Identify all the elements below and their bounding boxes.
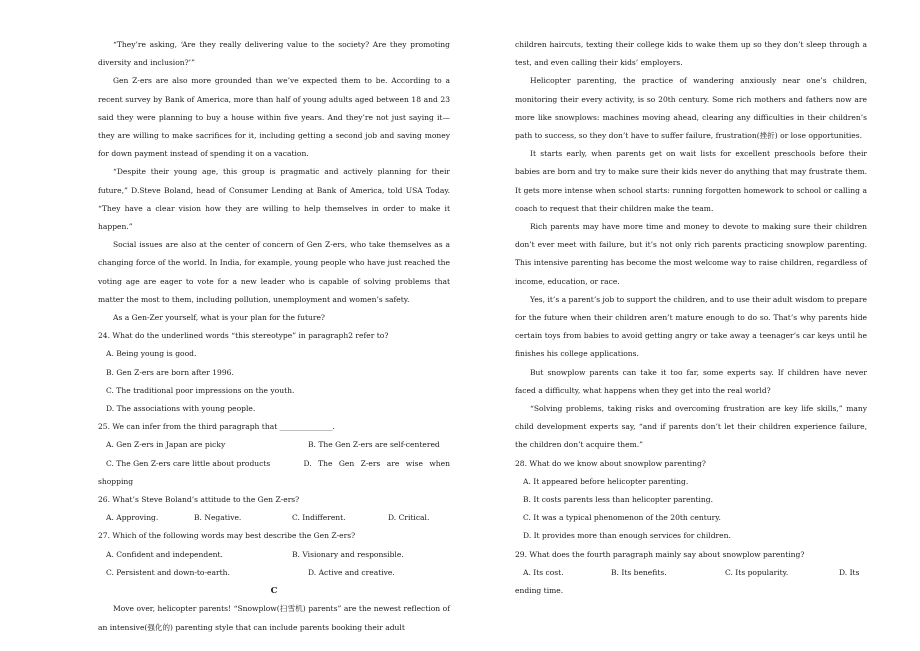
paragraph: It starts early, when parents get on wait lists for excellent preschools before their babies are born and try to make sure their kids never do anything that may frustrate them. It gets more intense when school starts: running forgotten homework to school or calling a coach to request that their children make the team. <box>515 149 867 213</box>
option-b: B. It costs parents less than helicopter parenting. <box>523 495 714 505</box>
option-a: A. It appeared before helicopter parenting. <box>523 476 689 486</box>
option-b: B. Negative. <box>194 513 242 523</box>
question-stem: 29. What does the fourth paragraph mainly say about snowplow parenting? <box>515 549 805 559</box>
option-a: A. Approving. <box>106 513 159 523</box>
option-a: A. Its cost. <box>523 567 564 577</box>
paragraph: Rich parents may have more time and money to devote to making sure their children don’t ever meet with failure, but it’s not only rich parents practicing snowplow parenting. This intensive parenting has become the most welcome way to raise children, regardless of income, education, or race. <box>515 222 867 286</box>
question-27 <box>98 527 450 582</box>
option-d-continued: shopping <box>98 476 134 486</box>
option-b: B. The Gen Z-ers are self-centered <box>308 440 440 450</box>
left-column <box>98 36 450 637</box>
section-heading: C <box>270 586 278 597</box>
option-d: D. Critical. <box>388 513 430 523</box>
question-stem: 27. Which of the following words may best describe the Gen Z-ers? <box>98 531 356 541</box>
paragraph: “Solving problems, taking risks and overcoming frustration are key life skills,” many child development experts say, “and if parents don’t let their children experience failure, the children don’t acquire them.” <box>515 404 867 450</box>
paragraph: Move over, helicopter parents! “Snowplow(扫雪机) parents” are the newest reflection of an intensive(强化的) parenting style that can include parents booking their adult <box>98 604 450 632</box>
question-25 <box>98 418 450 491</box>
paragraph: As a Gen-Zer yourself, what is your plan for the future? <box>113 313 325 323</box>
option-a: A. Gen Z-ers in Japan are picky <box>106 440 226 450</box>
question-24 <box>98 327 450 418</box>
paragraph: But snowplow parents can take it too far, some experts say. If children have never faced a difficulty, what happens when they get into the real world? <box>515 367 867 395</box>
right-column <box>515 36 867 600</box>
option-c: C. Indifferent. <box>292 513 346 523</box>
option-c: C. The traditional poor impressions on the youth. <box>106 385 295 395</box>
paragraph: Social issues are also at the center of concern of Gen Z-ers, who take themselves as a changing force of the world. In India, for example, young people who have just reached the voting age are eager to vote for a new leader who is capable of solving problems that matter the most to them, including pollution, unemployment and women’s safety. <box>98 240 450 304</box>
paragraph: “Despite their young age, this group is pragmatic and actively planning for their future,” D.Steve Boland, head of Consumer Lending at Bank of America, told USA Today. “They have a clear vision how they are willing to help themselves in order to make it happen.” <box>98 167 450 232</box>
option-d: D. Active and creative. <box>308 567 395 577</box>
option-c: C. The Gen Z-ers care little about products <box>106 458 271 468</box>
option-a: A. Being young is good. <box>106 349 197 359</box>
option-d: D. The associations with young people. <box>106 404 256 414</box>
question-stem: 24. What do the underlined words “this stereotype” in paragraph2 refer to? <box>98 331 389 341</box>
paragraph: “They’re asking, ‘Are they really delivering value to the society? Are they promoting diversity and inclusion?’” <box>98 40 450 68</box>
option-d-continued: ending time. <box>515 586 564 596</box>
option-b: B. Gen Z-ers are born after 1996. <box>106 367 234 377</box>
option-d: D. Its <box>839 567 860 577</box>
option-d: D. It provides more than enough services for children. <box>523 531 731 541</box>
paragraph: Yes, it’s a parent’s job to support the children, and to use their adult wisdom to prepare for the future when their children aren’t mature enough to do so. That’s why parents hide certain toys from babies to avoid getting angry or take away a teenager’s car keys until he finishes his college applications. <box>515 294 867 359</box>
option-c: C. It was a typical phenomenon of the 20th century. <box>523 513 721 523</box>
question-stem: 28. What do we know about snowplow parenting? <box>515 458 706 468</box>
question-29 <box>515 546 867 601</box>
option-c: C. Its popularity. <box>725 567 789 577</box>
option-d: D. The Gen Z-ers are wise when <box>303 458 450 468</box>
option-a: A. Confident and independent. <box>106 549 223 559</box>
question-stem: 25. We can infer from the third paragraph that ______________. <box>98 422 335 432</box>
question-28 <box>515 455 867 546</box>
paragraph: Helicopter parenting, the practice of wandering anxiously near one’s children, monitoring their every activity, is so 20th century. Some rich mothers and fathers now are more like snowplows: machines moving ahead, clearing any difficulties in their children’s path to success, so they don’t have to suffer failure, frustration(挫折) or lose opportunities. <box>515 76 867 141</box>
question-stem: 26. What’s Steve Boland’s attitude to the Gen Z-ers? <box>98 495 300 505</box>
option-b: B. Its benefits. <box>611 567 667 577</box>
paragraph: Gen Z-ers are also more grounded than we’ve expected them to be. According to a recent survey by Bank of America, more than half of young adults aged between 18 and 23 said they were planning to buy a house within five years. And they’re not just saying it—they are willing to make sacrifices for it, including getting a second job and saving money for down payment instead of spending it on a vacation. <box>98 76 450 159</box>
question-26 <box>98 491 450 527</box>
option-c: C. Persistent and down-to-earth. <box>106 567 230 577</box>
option-b: B. Visionary and responsible. <box>292 549 404 559</box>
paragraph: children haircuts, texting their college kids to wake them up so they don’t sleep through a test, and even calling their kids’ employers. <box>515 40 867 68</box>
